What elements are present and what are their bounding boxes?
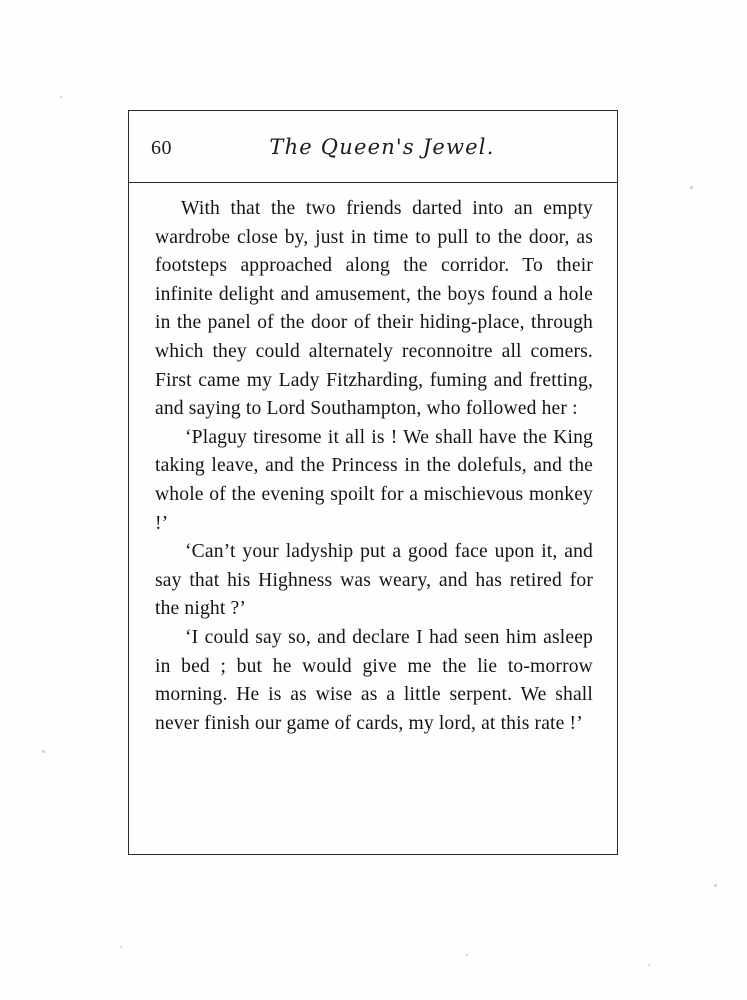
paper-speck: [42, 750, 45, 753]
running-title: The Queen's Jewel.: [269, 134, 495, 159]
text-block-frame: [128, 110, 618, 855]
page-header: [129, 111, 617, 183]
paragraph-quote-1: ‘Plaguy tiresome it all is ! We shall have the King taking leave, and the Princess in the dolefuls, and the whole of the evening spoilt for a mischievous monkey !’: [155, 426, 593, 534]
paper-speck: [648, 964, 650, 966]
page-number: 60: [151, 137, 172, 159]
paragraph-narrative: With that the two friends darted into an empty wardrobe close by, just in time to pull to the door, as footsteps approached along the corridor. To their infinite delight and amusement, the boys found a hole in the panel of the door of their hiding-place, through which they could alternately reconnoitre all comers. First came my Lady Fitzharding, fuming and fretting, and saying to Lord Southampton, who followed her :: [155, 198, 593, 420]
paper-speck: [714, 884, 717, 887]
paper-speck: [690, 186, 693, 189]
paragraph-quote-3: ‘I could say so, and declare I had seen him asleep in bed ; but he would give me the lie to-morrow morning. He is as wise as a little serpent. We shall never finish our game of cards, my lord, at this rate !’: [155, 626, 593, 734]
paragraph-quote-2: ‘Can’t your ladyship put a good face upon it, and say that his Highness was weary, and has retired for the night ?’: [155, 541, 593, 620]
paper-speck: [120, 946, 122, 948]
paper-speck: [466, 954, 468, 956]
paper-speck: [60, 96, 62, 98]
page-body: [155, 195, 593, 738]
